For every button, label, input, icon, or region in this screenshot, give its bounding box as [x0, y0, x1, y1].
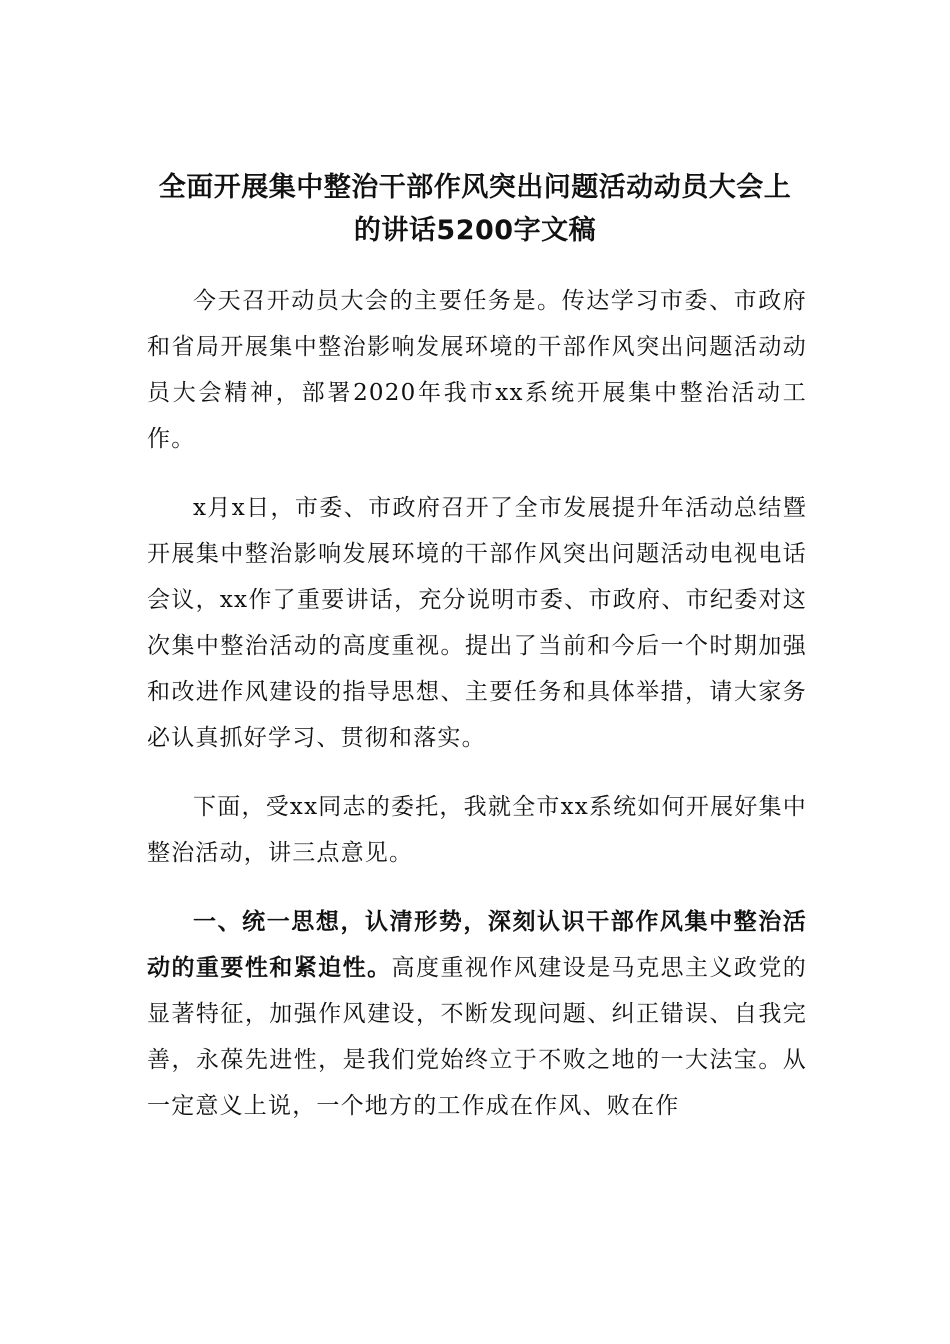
section-1-paragraph [147, 899, 807, 1129]
paragraph-2: x月x日，市委、市政府召开了全市发展提升年活动总结暨开展集中整治影响发展环境的干部作风突出问题活动电视电话会议，xx作了重要讲话，充分说明市委、市政府、市纪委对这次集中整治活动的高度重视。提出了当前和今后一个时期加强和改进作风建设的指导思想、主要任务和具体举措，请大家务必认真抓好学习、贯彻和落实。 [147, 495, 807, 751]
section-1-heading: 一、统一思想，认清形势，深刻认识干部作风集中整治活动的重要性和紧迫性。 [147, 909, 807, 981]
section-1-text: 高度重视作风建设是马克思主义政党的显著特征，加强作风建设，不断发现问题、纠正错误、自我完善，永葆先进性，是我们党始终立于不败之地的一大法宝。从一定意义上说，一个地方的工作成在作风、败在作 [147, 955, 808, 1119]
paragraph-1: 今天召开动员大会的主要任务是。传达学习市委、市政府和省局开展集中整治影响发展环境的干部作风突出问题活动动员大会精神，部署2020年我市xx系统开展集中整治活动工作。 [147, 288, 807, 452]
document-title [110, 166, 840, 252]
document-body [147, 278, 807, 1129]
paragraph-3: 下面，受xx同志的委托，我就全市xx系统如何开展好集中整治活动，讲三点意见。 [147, 794, 807, 866]
title-line-2: 的讲话5200字文稿 [353, 215, 597, 246]
title-line-1: 全面开展集中整治干部作风突出问题活动动员大会上 [158, 172, 792, 203]
